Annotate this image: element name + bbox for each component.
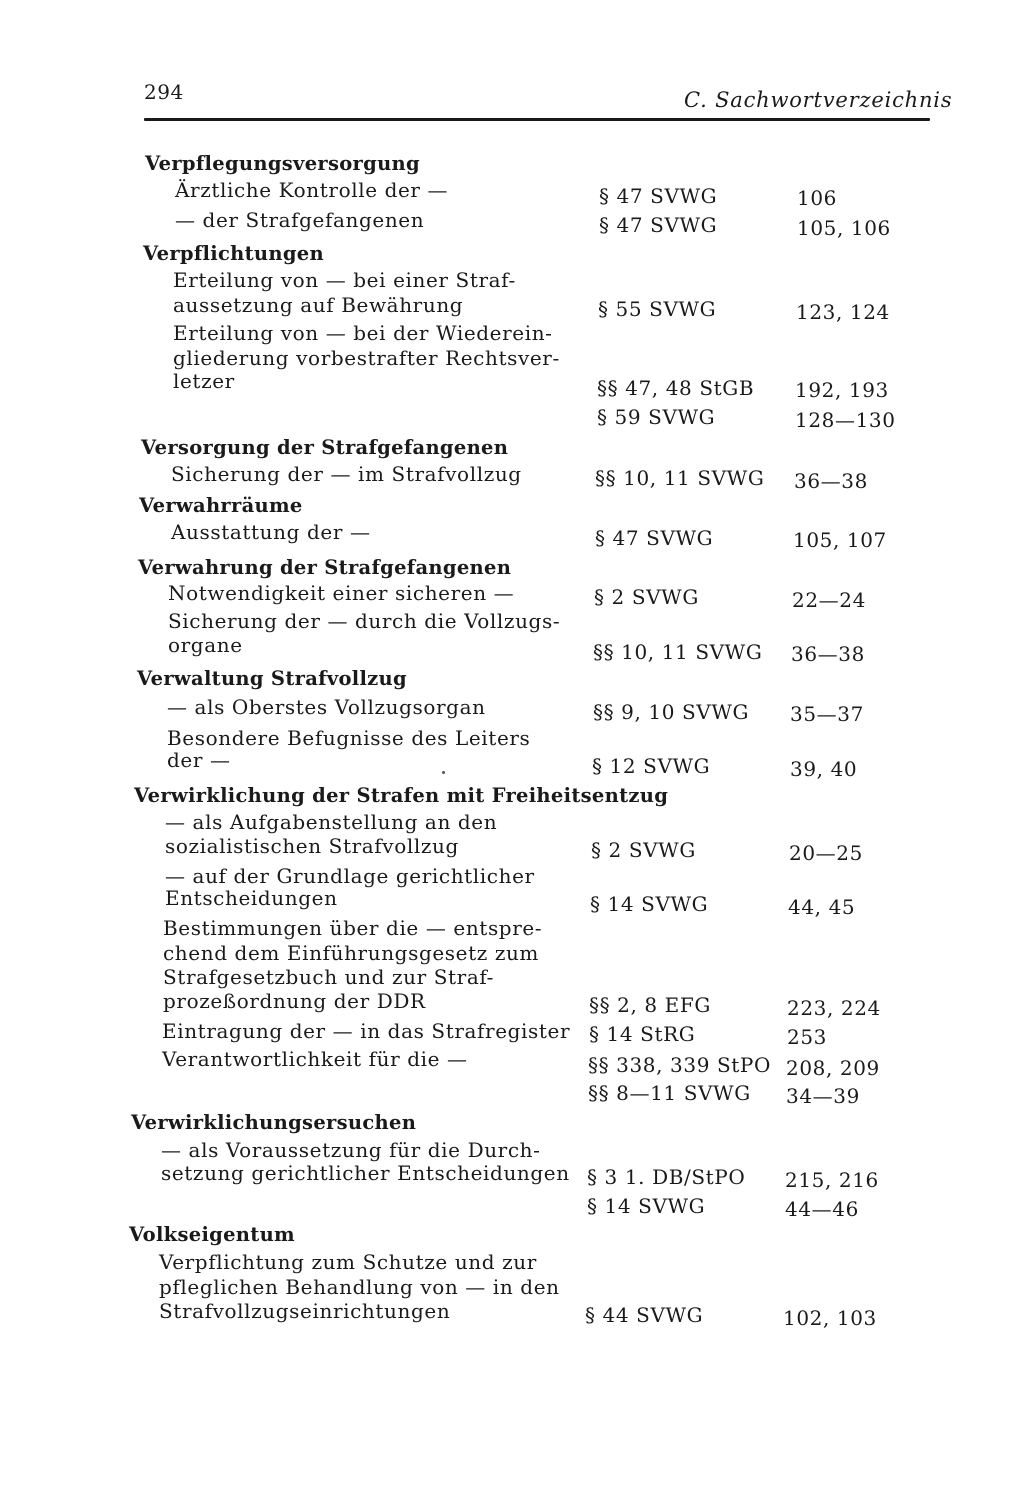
subentry-text: — der Strafgefangenen [175,208,425,232]
page-reference: 105, 107 [793,528,887,552]
subentry-text: Notwendigkeit einer sicheren — [168,581,515,605]
page-reference: 36—38 [794,469,868,493]
law-reference: § 3 1. DB/StPO [587,1165,746,1189]
page-reference: 215, 216 [785,1168,879,1192]
print-speck [442,771,445,774]
header-rule [144,118,930,121]
subentry-text: Strafvollzugseinrichtungen [159,1299,451,1323]
subentry-text: — als Aufgabenstellung an den [165,810,498,834]
subentry-text: setzung gerichtlicher Entscheidungen [161,1161,570,1185]
page-reference: 102, 103 [783,1306,877,1330]
law-reference: § 59 SVWG [597,405,716,429]
law-reference: §§ 8—11 SVWG [588,1081,751,1105]
subentry-text: Strafgesetzbuch und zur Straf- [163,965,494,989]
page-reference: 22—24 [792,588,866,612]
page-reference: 39, 40 [790,757,858,781]
subentry-text: der — [167,748,231,772]
page-reference: 208, 209 [786,1056,880,1080]
subentry-text: Eintragung der — in das Strafregister [162,1019,571,1043]
subentry-text: pfleglichen Behandlung von — in den [159,1275,560,1299]
entry-heading: Verpflegungsversorgung [145,152,420,175]
subentry-text: Erteilung von — bei der Wiederein- [173,321,553,345]
running-title: C. Sachwortverzeichnis [684,88,953,112]
law-reference: § 44 SVWG [585,1303,704,1327]
subentry-text: sozialistischen Strafvollzug [165,834,459,858]
subentry-text: Besondere Befugnisse des Leiters [167,726,531,750]
entry-heading: Verwirklichungsersuchen [131,1111,417,1134]
subentry-text: Bestimmungen über die — entspre- [163,916,543,940]
entry-heading: Verwirklichung der Strafen mit Freiheitsentzug [134,784,669,807]
subentry-text: Ärztliche Kontrolle der — [175,178,449,202]
subentry-text: Verpflichtung zum Schutze und zur [159,1250,537,1274]
subentry-text: chend dem Einführungsgesetz zum [163,941,540,965]
subentry-text: Ausstattung der — [171,520,371,544]
page-reference: 123, 124 [796,300,890,324]
subentry-text: Sicherung der — im Strafvollzug [171,462,522,486]
subentry-text: gliederung vorbestrafter Rechtsver- [173,346,560,370]
page-reference: 35—37 [790,702,864,726]
subentry-text: — als Voraussetzung für die Durch- [161,1138,541,1162]
law-reference: § 47 SVWG [599,213,718,237]
page-number: 294 [144,80,184,104]
law-reference: § 14 SVWG [590,892,709,916]
law-reference: § 47 SVWG [595,526,714,550]
entry-heading: Volkseigentum [129,1223,295,1246]
law-reference: § 2 SVWG [591,838,696,862]
subentry-text: Sicherung der — durch die Vollzugs- [168,609,561,633]
page-reference: 20—25 [789,841,863,865]
subentry-text: aussetzung auf Bewährung [173,293,464,317]
entry-heading: Verwahrräume [139,494,303,517]
page-reference: 192, 193 [795,378,889,402]
page-reference: 44—46 [785,1197,859,1221]
subentry-text: — auf der Grundlage gerichtlicher [165,864,535,888]
law-reference: § 14 StRG [589,1022,696,1046]
law-reference: §§ 47, 48 StGB [597,376,755,400]
page-reference: 106 [797,186,837,210]
entry-heading: Verwahrung der Strafgefangenen [138,556,512,579]
subentry-text: letzer [173,369,235,393]
law-reference: § 55 SVWG [598,297,717,321]
law-reference: § 12 SVWG [592,754,711,778]
subentry-text: Entscheidungen [165,886,338,910]
page-reference: 44, 45 [788,895,856,919]
law-reference: § 47 SVWG [599,184,718,208]
law-reference: §§ 338, 339 StPO [588,1053,771,1077]
subentry-text: Erteilung von — bei einer Straf- [173,268,516,292]
subentry-text: prozeßordnung der DDR [163,989,426,1013]
page-reference: 105, 106 [797,216,891,240]
law-reference: §§ 10, 11 SVWG [595,466,765,490]
page-reference: 34—39 [786,1084,860,1108]
page-reference: 128—130 [795,408,896,432]
subentry-text: — als Oberstes Vollzugsorgan [167,695,486,719]
entry-heading: Verwaltung Strafvollzug [137,667,407,690]
entry-heading: Verpflichtungen [143,242,324,265]
page-reference: 223, 224 [787,996,881,1020]
law-reference: § 14 SVWG [587,1194,706,1218]
subentry-text: organe [168,633,243,657]
page-reference: 36—38 [791,642,865,666]
law-reference: §§ 10, 11 SVWG [593,640,763,664]
page-reference: 253 [787,1025,827,1049]
law-reference: § 2 SVWG [594,585,699,609]
law-reference: §§ 9, 10 SVWG [593,700,750,724]
law-reference: §§ 2, 8 EFG [589,993,711,1017]
entry-heading: Versorgung der Strafgefangenen [141,436,509,459]
subentry-text: Verantwortlichkeit für die — [162,1047,468,1071]
